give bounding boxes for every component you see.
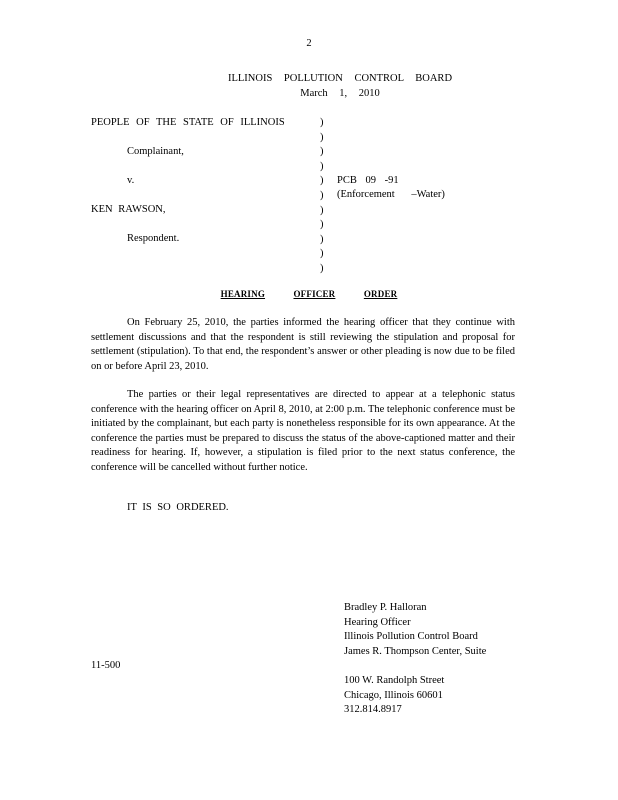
caption-paren: ) — [320, 175, 324, 187]
signer-org: Illinois Pollution Control Board — [344, 631, 478, 643]
caption-paren-column — [320, 116, 324, 277]
signer-street: 100 W. Randolph Street — [344, 674, 445, 686]
respondent-role: Respondent. — [127, 233, 180, 244]
body-paragraph-1 — [91, 316, 515, 374]
signer-phone: 312.814.8917 — [344, 704, 402, 716]
suite-number: 11-500 — [91, 660, 121, 671]
case-number: PCB 09 -91 — [337, 175, 399, 186]
agency-name: ILLINOIS POLLUTION CONTROL BOARD — [227, 73, 453, 84]
signer-building: James R. Thompson Center, Suite — [344, 645, 487, 657]
complainant-role: Complainant, — [127, 146, 184, 157]
caption-paren: ) — [320, 219, 324, 231]
title-word-officer: OFFICER — [293, 289, 336, 299]
caption-paren: ) — [320, 160, 324, 172]
document-header — [150, 72, 530, 101]
caption-paren: ) — [320, 262, 324, 274]
caption-paren: ) — [320, 131, 324, 143]
complainant-name: PEOPLE OF THE STATE OF ILLINOIS — [91, 117, 285, 128]
caption-paren: ) — [320, 233, 324, 245]
title-word-order: ORDER — [363, 289, 398, 299]
body-paragraph-2 — [91, 388, 515, 476]
signature-spacer — [344, 659, 486, 674]
paragraph-text: The parties or their legal representatives are directed to appear at a telephonic status conference with the hearing officer on April 8, 2010, at 2:00 p.m. The telephonic conference must be initiated by the complainant, but each party is nonetheless responsible for its own appearance. At the conference the parties must be prepared to discuss the status of the above-captioned matter and their readiness for hearing. If, however, a stipulation is filed prior to the next status conference, the conference will be cancelled without further notice. — [91, 389, 515, 473]
order-title — [0, 287, 618, 302]
caption-paren: ) — [320, 189, 324, 201]
caption-paren: ) — [320, 248, 324, 260]
case-type: (Enforcement –Water) — [337, 189, 445, 200]
signature-block — [344, 601, 486, 718]
caption-paren: ) — [320, 146, 324, 158]
ordered-statement: IT IS SO ORDERED. — [127, 502, 229, 513]
paragraph-text: On February 25, 2010, the parties informed the hearing officer that they continue with settlement discussions and that the respondent is still reviewing the stipulation and proposal for settlement (stipulation). To that end, the respondent’s answer or other pleading is now due to be filed on or before April 23, 2010. — [91, 317, 515, 372]
page-number: 2 — [306, 38, 312, 49]
caption-paren: ) — [320, 117, 324, 128]
title-word-hearing: HEARING — [220, 289, 266, 299]
signer-title: Hearing Officer — [344, 616, 411, 628]
signer-name: Bradley P. Halloran — [344, 602, 427, 613]
respondent-name: KEN RAWSON, — [91, 204, 166, 215]
versus-label: v. — [127, 175, 135, 186]
caption-paren: ) — [320, 204, 324, 216]
order-date: March 1, 2010 — [300, 87, 380, 99]
signer-city: Chicago, Illinois 60601 — [344, 689, 443, 701]
